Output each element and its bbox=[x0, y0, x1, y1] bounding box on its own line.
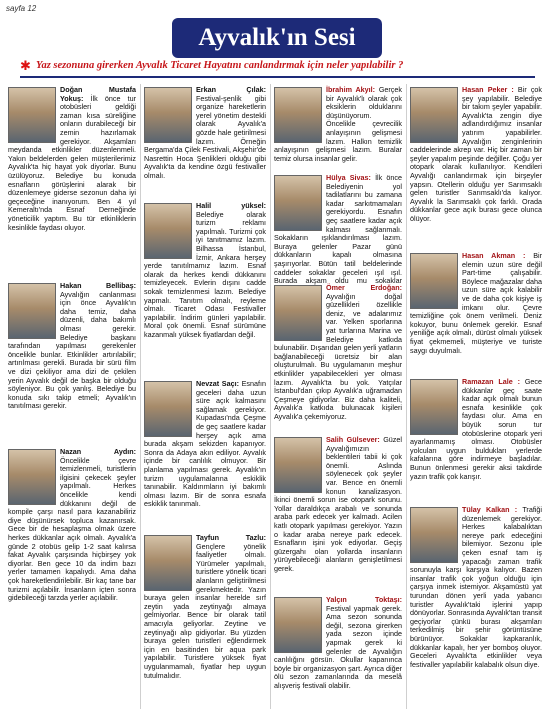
entry-text: Ayvalığın doğal güzellikleri özellikle deniz, ve adalarımız var. Yelken sporlarına yat turlarına Marina ve Belediye katkıda bulunabilir. Dışarıdan gelen yerli yatların bağlanabileceği ücretsiz bir alan oluşturulmalı. Bu uygulamanın meşhur etkinlikler yapabilecekleri yer olması lazım. Ayvalık'ta bu yok. Yatçılar İstanbul'dan çıkıp Ayvalık'a uğramadan Çeşmeye gidiyorlar. Biz daha kaliteli, Ayvalık'a katkıda bulunacak kişileri Ayvalık'a çekemiyoruz. bbox=[274, 291, 402, 421]
portrait-photo bbox=[144, 535, 192, 591]
entry-text: Öncelikle çevre temizlenmeli, turistlerin ilgisini çekecek şeyler yapılmalı. Herkes öncelikle kendi dükkanını değil de kompile çarşı nasıl para kazanabiliriz diye düşünürsek topluca kazanırsak. Gece bir de hesaplaşma olmak üzere herkes dükkanlar açık olmalı. Ayvalık'a günde 2 otobüs gelip 1-2 saat kalırsa fakat Ayvalık çarşısında hiçbirşey yok diyorlar. Ben gece 10 da indim bazı yerler tamamen kapalıydı. Ama daha çok hareketlendirilebilir. Bir kaç tane bar turizmi açılabilir. İnsanların içten sonra gidebileceği tarzda yerler açılabilir. bbox=[8, 455, 136, 603]
portrait-photo bbox=[274, 87, 322, 143]
portrait-photo bbox=[8, 283, 56, 339]
entry-name: Tayfun Tazlu: bbox=[196, 533, 266, 542]
entry-text: Trafiği düzenlemek gerekiyor. Herkes kalabalıktan nereye park edeceğini bilemiyor. Sezonu iple çeken esnaf tam iş yapacağı zaman trafik sorunuyla karşı karşıya kalıyor. Bazen insanlar trafik çok yoğun olduğu için çarşıya inmek istemiyor. Akşamüstü yat turundan dönen yerli yada yabancı turistler Ayvalık'taki işlerini yapıp dönüyorlar. Sonrasında Ayvalık'tan transit geçiyorlar çünkü burası akşamları terkedilmiş bir şehir görüntüsüne bürünüyor. Sokaklar kapkaranlık, dükkanlar kapalı, her yer bomboş oluyor. Geceleri Ayvalık'ta etkinlikler veya festivaller yapılabilir kalabalık olsun diye. bbox=[410, 505, 543, 669]
entry-hasan-akman bbox=[410, 252, 542, 372]
entry-text: Bir çok şey yapılabilir. Belediye bir takım şeyler yapabilir. Ayvalık'ta zengin diye adlandırdığımız insanlar yatırım yapabilirler. Ayvalığın zenginlerinin caddelerinde akrep var. Hiç bir zaman bir şeyler yapalım peşinde değiller. Çoğu yer otopark olarak kullanılıyor. Kendileri Ayvalığı canlandırmak için birşeyler yapsın. Otellerin olduğu yer Sarımsaklı gelen turistler Sarımsaklı'da kalıyor. Ayvalık la Sarımsaklı çok farklı. Orada dükkanlar gece açık burası gece olunca ölüyor. bbox=[410, 85, 543, 223]
entry-omer-erdogan bbox=[274, 284, 402, 432]
masthead-title: Ayvalık'ın Sesi bbox=[198, 24, 356, 51]
entry-name: Hakan Bellibaş: bbox=[60, 281, 136, 290]
portrait-photo bbox=[274, 175, 322, 231]
portrait-photo bbox=[410, 87, 458, 143]
entry-ramazan-lale bbox=[410, 378, 542, 500]
entry-tulay-kalkan bbox=[410, 506, 542, 710]
entry-name: Doğan Mustafa Yokuş: bbox=[60, 85, 136, 103]
entry-name: Erkan Çılak: bbox=[196, 85, 266, 94]
entry-halil-yuksel bbox=[144, 202, 266, 374]
masthead-banner bbox=[172, 18, 382, 58]
entry-text: Festival-şenlik gibi organize hareketlerin yerel yönetim destekli olarak Ayvalık'a gözde hale getirilmesi lazım. Örneğin Bergama'da Çilek Festivali, Akşehir'de Nasrettin Hoca Şenlikleri olduğu gibi Ayvalık'ta da kendine özgü festivaller olmalı. bbox=[144, 93, 266, 180]
survey-question bbox=[20, 60, 540, 74]
entry-name: Hasan Akman : bbox=[462, 251, 526, 260]
entry-text: Festival yapmak gerek. Ama sezon sonunda değil, sezona girerken yada sezon içinde yapmak gerek ki gelenler de Ayvalığın canlılığını görsün. Okullar kapanınca böyle bir organizasyon şart. Ayrıca diğer ölü sezon zamanlarında da meselâ alışveriş festivali olabilir. bbox=[274, 603, 402, 690]
entry-erkan-cilak bbox=[144, 86, 266, 196]
entry-name: İbrahim Akyıl: bbox=[326, 85, 376, 94]
entry-name: Salih Gülsever: bbox=[326, 435, 380, 444]
portrait-photo bbox=[144, 87, 192, 143]
star-icon: ✱ bbox=[20, 58, 31, 73]
entry-yalcin-toktasi bbox=[274, 596, 402, 710]
entry-name: Halil yüksel: bbox=[196, 201, 266, 210]
portrait-photo bbox=[8, 449, 56, 505]
entry-salih-gulsever bbox=[274, 436, 402, 592]
entry-name: Nazan Aydın: bbox=[60, 447, 136, 456]
portrait-photo bbox=[410, 253, 458, 309]
entry-text: Esnafın geceleri daha uzun süre açık kalmasını sağlamak gerekiyor. Kupadası'nda Çeşme de geç saatlere kadar herşey açık ama burada akşam sekizden kapanıyor. Sonra da Adaya akın ediliyor. Ayvalık içinde bir canlılık olmuyor. Bir planlama yapılması gerek. Ayvalık'ın turizm uygulamalarına eskiklik tanınabilir. Kaldırımların iyi bakımlı olması lazım. Bir de sonra esnafa eskiklik tanınmalı. bbox=[144, 379, 266, 509]
header-rule bbox=[20, 76, 535, 78]
entry-tayfun-tazlu bbox=[144, 534, 266, 710]
entry-name: Yalçın Toktaşı: bbox=[326, 595, 402, 604]
entry-text: Gençlere yönelik faaliyetler olmalı. Yürümeler yapılmalı, turistlere yönelik ticari alanların geliştirilmesi gerekmektedir. Yazın buraya gelen insanlar herelde sırf zeytin yada zeytinyağı almaya gelmiyorlar. Bence bir olarak tatil amacıyla geliyorlar. Zeytine ve zeytinyağı alıp gidiyorlar. Bu yüzden buraya gelen turistleri eğlendirmek için en basitinden bir aqua park yapılabilir. Turistlere yüksek fiyat uygulanmamalı, fiyatlar hep uygun tutulmalıdır. bbox=[144, 541, 266, 680]
entry-name: Hülya Sivas: bbox=[326, 173, 371, 182]
entry-text: Gece dükkanlar geç saate kadar açık olmalı bunun esnafa kesinlikle çok faydası olur. Ama en büyük sorun tur otobüslerine otopark yeri ayarlanmamış olması. Otobüsler yolcuları uygun buldukları yerlerde kafalarına göre indirmeye başladılar. Bunun önlenmesi gerekir aksi takdirde yazın trafik çok karışır. bbox=[410, 377, 542, 481]
entry-text: Ayvalığın canlanması için önce Ayvalık'ın daha temiz, daha düzenli, daha bakımlı olması gerekir. Belediye başkanı tarafından yapılması gerekenler öncelikle bunlar. Etkinlikler artırılabilir; artırılması gerekli. Burada bir sürü film ve dizi çekiliyor ama dizi de çekilen yerin Ayvalık değil de başka bir olduğu söyleniyor. Bu çok yanlış. Belediye bu konuda sıkı takip etmeli; Ayvalık'ın tanıtılması gerekir. bbox=[8, 289, 136, 411]
column-divider bbox=[270, 84, 271, 709]
column-divider bbox=[406, 84, 407, 709]
portrait-photo bbox=[274, 285, 322, 341]
entry-text: Bir elemin uzun süre değil Part-time çalışabilir. Böylece mağazalar daha uzun süre açık kalabilir ve de daha çok kişiye iş imkanı olur. Çevre temizliğine çok önem verilmeli. Deniz kokuyor, bunu önlemek gerekir. Esnaf yeniliğe açık olmalı, dürüst olmalı yüksek fiyat çekmemeli, müşteriye ve turiste saygı duyulmalı. bbox=[410, 251, 542, 355]
portrait-photo bbox=[144, 381, 192, 437]
entry-text: Gerçek bir Ayvalık'lı olarak çok eksiklerin olduklarını düşünüyorum. Öncelikle çevrecilik anlayışının gelişmesi lazım. Halkın temizlik anlayışının gelişmesi lazım. Buralar temiz olursa insanlar gelir. bbox=[274, 85, 402, 163]
portrait-photo bbox=[274, 597, 322, 653]
entry-nevzat-saci bbox=[144, 380, 266, 528]
portrait-photo bbox=[8, 87, 56, 143]
entry-text: İlk önce Belediyenin yol tadilatlarını bu zamana kadar sarkıtmamaları gerekiyordu. Esnafın geç saatlere kadar açık kalması sağlanmalı. Sokakların ışıklandırılması lazım. Buraya gelenler Pazar günü dükkanların kapalı olmasına şaşırıyorlar. Bütün tatil beldelerinde caddeler sokaklar geceleri ışıl ışıl. Burada akşam oldu mu sokaklar bbox=[274, 173, 402, 286]
entry-hasan-peker bbox=[410, 86, 542, 248]
portrait-photo bbox=[410, 507, 458, 563]
portrait-photo bbox=[144, 203, 192, 259]
entry-hakan-bellibas bbox=[8, 282, 136, 442]
entry-name: Tülay Kalkan : bbox=[462, 505, 518, 514]
portrait-photo bbox=[274, 437, 322, 493]
entry-text: İlk önce tur otobüsleri geldiği zaman kısa süreliğine onların durabileceği bir zemin hazırlamak gerekiyor. Akşamları meydanda etkinlikler düzenlenmeli. Yakın beldelerden gelen müşterilerimiz Ayvalık'ta hiç hayat yok diyorlar. Bunu üzülüyoruz. Belediye bu konuda esnafların görüşlerini alarak bir düzenlemeye giderse sezonun daha iyi geçeceğine inanıyorum. Ben 4 yıl Kemeraltı'nda Esnaf Derneğinde yöneticilik yaptım. Bu tür etkinliklerin kesinlikle faydası oluyor. bbox=[8, 93, 137, 232]
entry-text: Belediye olarak turizm reklamı yapılmalı. Turizmi çok iyi tanıtmamız lazım. Bilhassa İstanbul, İzmir, Ankara herşey yerde tanıtılmamız lazım. Esnaf olarak da herkes kendi dükkanını temizleyecek. Evlerin dışını cadde sokak temizlenmesi lazım. Belediye yapmalı. Tanıtım olmalı, reyleme olmalı. Ticaret Odası Festivaller yapılabilir. İndirim günleri yapılabilir. Moral çok önemli. Esnaf sürümüne kazanmalı yüksek fiyatlardan değil. bbox=[144, 209, 266, 339]
survey-question-text: Yaz sezonuna girerken Ayvalık Ticaret Hayatını canlandırmak için neler yapılabilir ? bbox=[36, 60, 404, 71]
entry-dogan-mustafa-yokus bbox=[8, 86, 136, 276]
page-label: sayfa 12 bbox=[6, 4, 37, 13]
entry-ibrahim-akyil bbox=[274, 86, 402, 170]
entry-nazan-aydin bbox=[8, 448, 136, 710]
entry-hulya-sivas bbox=[274, 173, 402, 286]
entry-name: Ömer Erdoğan: bbox=[326, 283, 402, 292]
entry-name: Ramazan Lale : bbox=[462, 377, 520, 386]
entry-name: Nevzat Saçı: bbox=[196, 379, 239, 388]
portrait-photo bbox=[410, 379, 458, 435]
entry-name: Hasan Peker : bbox=[462, 85, 514, 94]
entry-text: Güzel Ayvalığımızın beklentileri tabii ki çok önemli. Aslında söylenecek çok şeyler var. Bence en önemli konun kanalizasyon. İkinci önemli sorun ise otopark sorunu. Yollar daraldıkça arabalı ve sonunda araba park edecek yer kalmadı. Acilen katlı otopark yapılması gerekiyor. Yazın o kadar araba nereye park edecek. Esnafların işini yok ediyorlar. Geçiş güzergahı olan yollarda insanların yürüyebileceği alanların genişletilmesi gerek. bbox=[274, 435, 402, 573]
column-divider bbox=[140, 84, 141, 709]
